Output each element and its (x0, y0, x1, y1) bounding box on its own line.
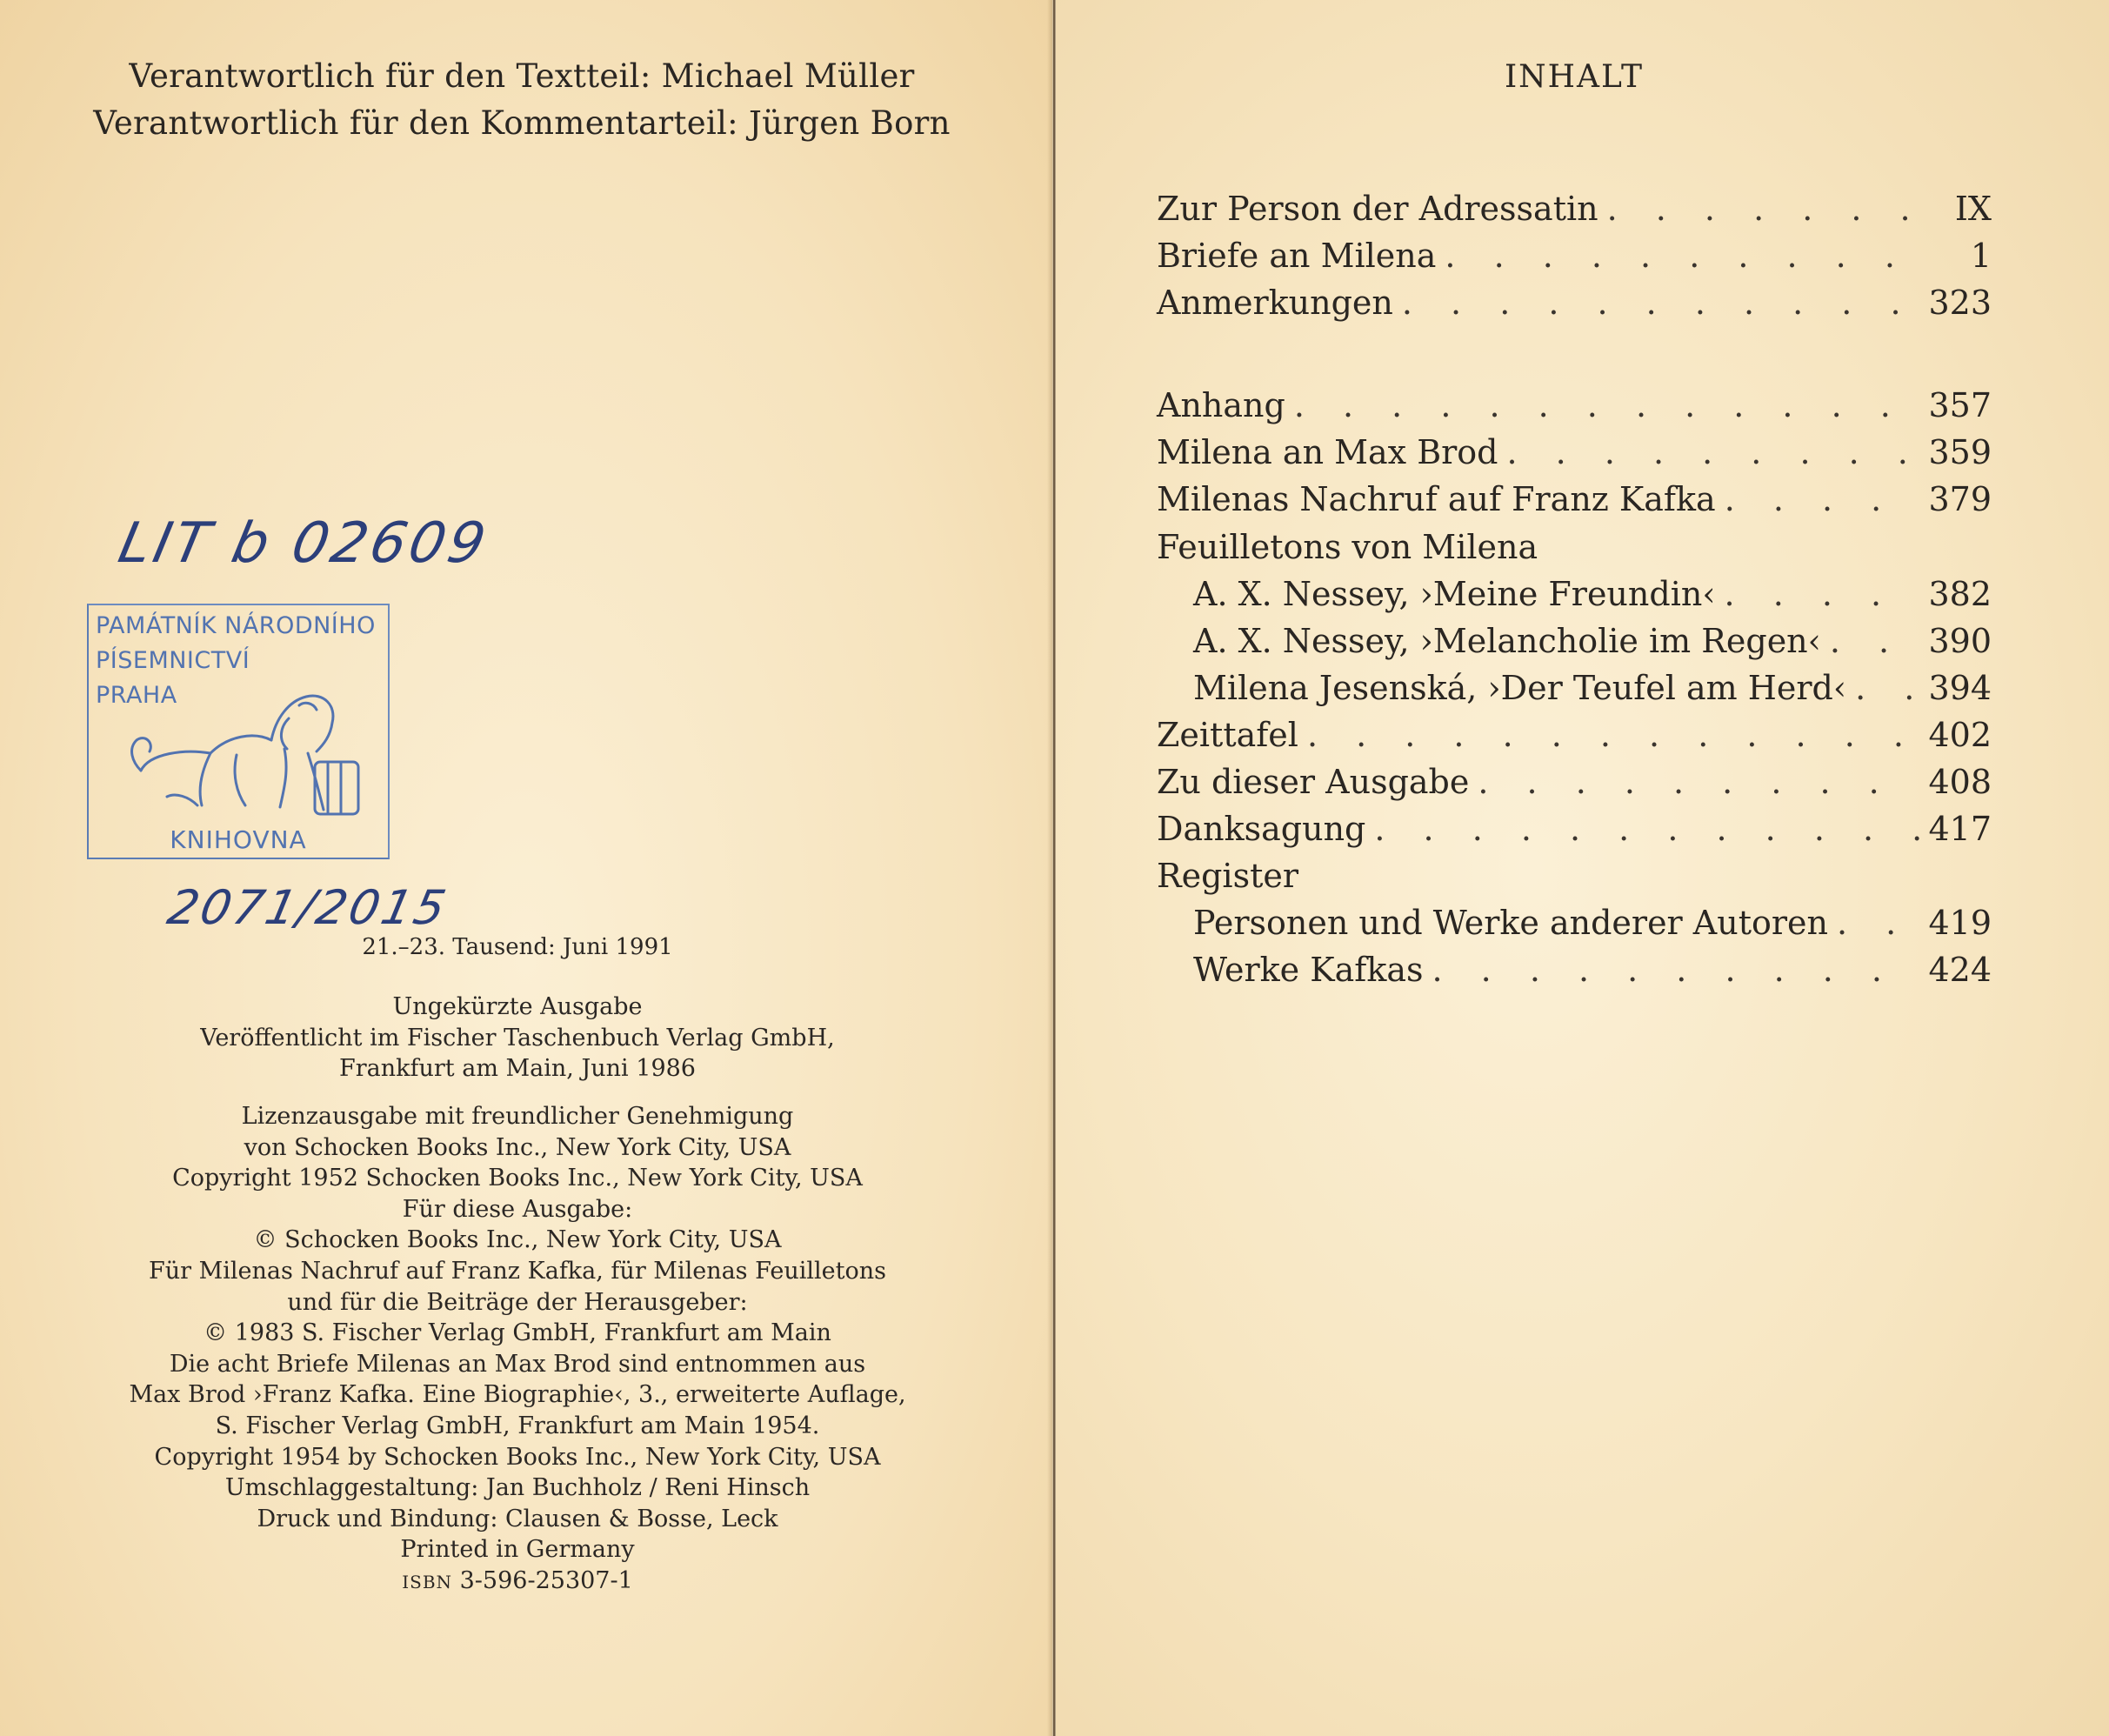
toc-leader-dots (1478, 763, 1919, 801)
toc-entry (1157, 857, 1992, 904)
toc-leader-dots (1507, 433, 1920, 471)
toc-leader-dots (1855, 669, 1919, 707)
toc-entry-page: 417 (1928, 810, 1992, 848)
stamp-bottom-text: KNIHOVNA (170, 825, 307, 854)
colophon-line: Copyright 1952 Schocken Books Inc., New York City, USA (172, 1165, 863, 1192)
toc-entry-label: Danksagung (1157, 810, 1366, 848)
toc-leader-dots (1307, 716, 1920, 754)
toc-entry-label: Anhang (1157, 386, 1285, 424)
toc-entry (1157, 480, 1992, 527)
toc-leader-dots (1837, 904, 1919, 942)
toc-entry-label: Personen und Werke anderer Autoren (1193, 904, 1828, 942)
toc-entry-label: Register (1157, 857, 1299, 895)
stamp-line-3: PRAHA (96, 682, 177, 709)
toc-entry (1157, 810, 1992, 857)
lion-icon (115, 666, 376, 823)
toc-entry-page: 323 (1928, 284, 1992, 322)
toc-entry-page: 379 (1928, 480, 1992, 518)
toc-entry-page: 394 (1928, 669, 1992, 707)
colophon-line: Copyright 1954 by Schocken Books Inc., New York City, USA (154, 1443, 881, 1471)
colophon-line: Die acht Briefe Milenas an Max Brod sind entnommen aus (169, 1350, 866, 1378)
colophon-line: Umschlaggestaltung: Jan Buchholz / Reni Hinsch (224, 1474, 811, 1502)
colophon-line: Max Brod ›Franz Kafka. Eine Biographie‹, 3., erweiterte Auflage, (129, 1381, 906, 1409)
toc-entry-page: 382 (1928, 575, 1992, 613)
toc-entry (1157, 716, 1992, 763)
toc-entry-page: 359 (1928, 433, 1992, 471)
toc-entry-page: 357 (1928, 386, 1992, 424)
stamp-line-2: PÍSEMNICTVÍ (96, 647, 250, 674)
toc-entry-label: Anmerkungen (1157, 284, 1393, 322)
toc-leader-dots (1607, 190, 1931, 228)
toc-entry-label: Milena an Max Brod (1157, 433, 1498, 471)
toc-entry (1157, 190, 1992, 237)
toc-entry-label: Briefe an Milena (1157, 237, 1437, 275)
colophon-line: Lizenzausgabe mit freundlicher Genehmigung (241, 1103, 794, 1130)
toc-leader-dots (1294, 386, 1920, 424)
colophon-block-2 (113, 1101, 922, 1599)
toc-entry-label: Milenas Nachruf auf Franz Kafka (1157, 480, 1716, 518)
toc-entry-page: 390 (1928, 622, 1992, 660)
colophon-line: Für diese Ausgabe: (402, 1195, 633, 1223)
toc-entry-page: 402 (1928, 716, 1992, 754)
colophon-line: Druck und Bindung: Clausen & Bosse, Leck (257, 1505, 778, 1532)
toc-entry-label: Werke Kafkas (1193, 951, 1424, 989)
colophon-block-1 (113, 992, 922, 1085)
toc-leader-dots (1830, 622, 1920, 660)
toc-leader-dots (1432, 951, 1920, 989)
toc-entry (1193, 622, 1992, 669)
handwritten-number: 2071/2015 (163, 880, 453, 935)
edition-line: 21.–23. Tausend: Juni 1991 (362, 934, 673, 960)
colophon-line: Frankfurt am Main, Juni 1986 (339, 1055, 696, 1083)
toc-leader-dots (1725, 480, 1920, 518)
toc-leader-dots (1725, 575, 1920, 613)
colophon-line: © Schocken Books Inc., New York City, USA (253, 1226, 782, 1254)
toc-entry-page: 408 (1928, 763, 1992, 801)
colophon-line: und für die Beiträge der Herausgeber: (287, 1288, 748, 1316)
responsible-commentary-line: Verantwortlich für den Kommentarteil: Jürgen Born (93, 104, 951, 142)
colophon-line: Ungekürzte Ausgabe (392, 993, 643, 1020)
toc-entry-label: Feuilletons von Milena (1157, 528, 1538, 566)
isbn-label: ISBN (402, 1571, 453, 1592)
toc-entry-page: IX (1954, 190, 1992, 228)
toc-entry (1193, 904, 1992, 951)
toc-leader-dots (1374, 810, 1919, 848)
colophon-line: Printed in Germany (400, 1536, 635, 1564)
toc-entry (1157, 433, 1992, 480)
toc-entry-page: 424 (1928, 951, 1992, 989)
handwritten-signature: LIT b 02609 (113, 511, 495, 576)
colophon-line: Für Milenas Nachruf auf Franz Kafka, für Milenas Feuilletons (149, 1257, 886, 1285)
library-stamp (87, 604, 390, 859)
toc-title: INHALT (1504, 59, 1645, 95)
colophon-line: von Schocken Books Inc., New York City, USA (244, 1133, 791, 1161)
colophon-line: S. Fischer Verlag GmbH, Frankfurt am Main 1954. (215, 1412, 820, 1439)
stamp-line-1: PAMÁTNÍK NÁRODNÍHO (96, 612, 376, 639)
toc-entry-label: Zur Person der Adressatin (1157, 190, 1598, 228)
isbn-value: 3-596-25307-1 (459, 1566, 633, 1594)
toc-entry-page: 419 (1928, 904, 1992, 942)
toc-entry-label: A. X. Nessey, ›Melancholie im Regen‹ (1193, 622, 1821, 660)
toc-entry (1193, 951, 1992, 998)
colophon-line: © 1983 S. Fischer Verlag GmbH, Frankfurt am Main (204, 1319, 831, 1347)
toc-entry-page: 1 (1970, 237, 1992, 275)
toc-entry (1157, 528, 1992, 575)
toc-entry-label: Zeittafel (1157, 716, 1298, 754)
toc-entry-label: Zu dieser Ausgabe (1157, 763, 1470, 801)
toc-entry-label: Milena Jesenská, ›Der Teufel am Herd‹ (1193, 669, 1847, 707)
colophon-line: Veröffentlicht im Fischer Taschenbuch Verlag GmbH, (200, 1024, 835, 1052)
toc-entry (1157, 386, 1992, 433)
toc-leader-dots (1402, 284, 1920, 322)
toc-entry (1157, 763, 1992, 810)
toc-entry (1193, 669, 1992, 716)
toc-leader-dots (1445, 237, 1931, 275)
isbn-line (113, 1566, 922, 1599)
gutter-line (1053, 0, 1055, 1736)
toc-entry (1157, 284, 1992, 331)
toc-entry (1157, 237, 1992, 284)
toc-entry (1193, 575, 1992, 622)
toc-entry-label: A. X. Nessey, ›Meine Freundin‹ (1193, 575, 1716, 613)
left-page (0, 0, 1052, 1736)
responsible-text-line: Verantwortlich für den Textteil: Michael Müller (129, 57, 915, 95)
